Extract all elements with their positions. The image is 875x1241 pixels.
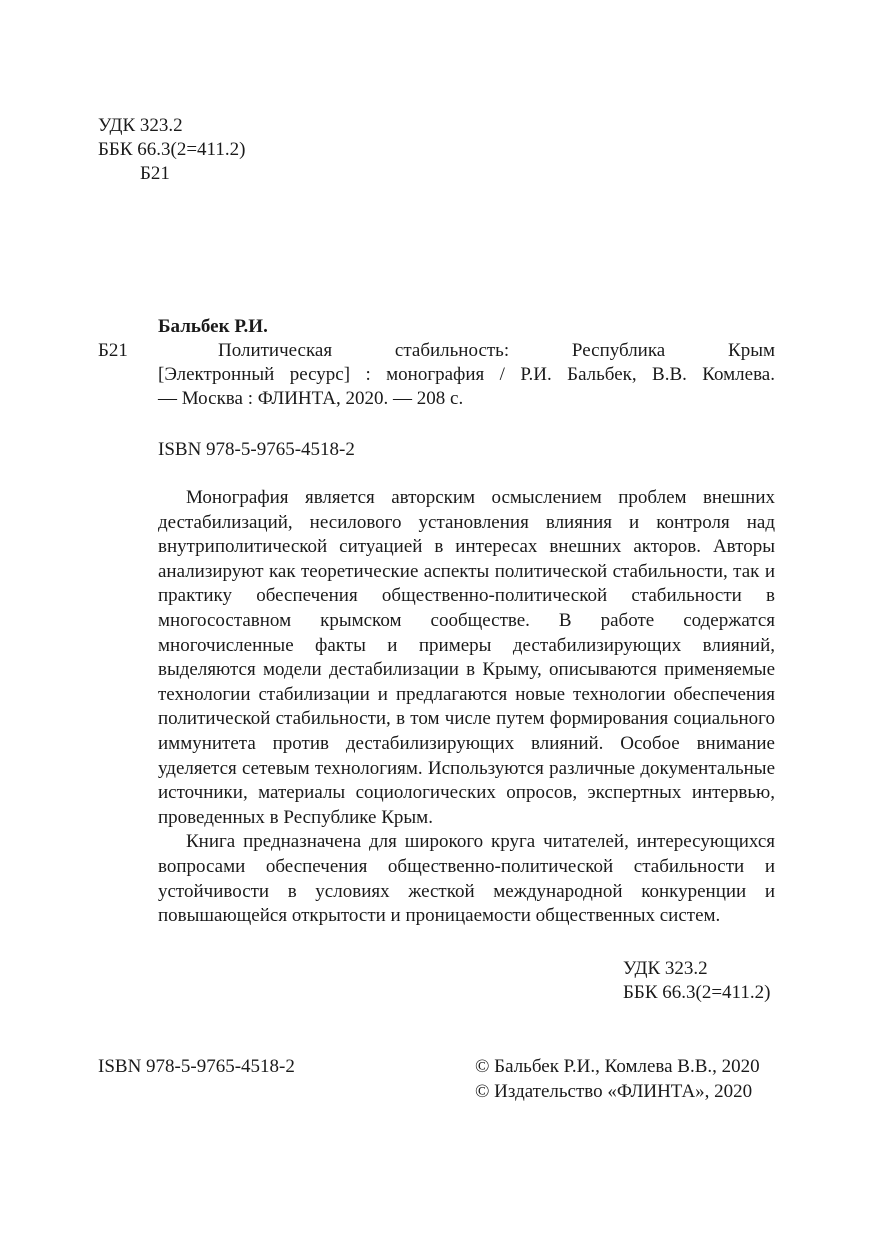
record-author: Бальбек Р.И. — [158, 316, 268, 337]
abstract-paragraph-1: Монография является авторским осмыслением проблем внешних дестабилизаций, несилового установления влияния и контроля над внутриполитической ситуацией в интересах внешних акторов. Авторы анализируют как теоретические аспекты политической стабильности, так и практику обеспечения общественно-политической стабильности в многосоставном крымском сообществе. В работе содержатся многочисленные факты и примеры дестабилизирующих влияний, выделяются модели дестабилизации в Крыму, описываются применяемые технологии стабилизации и предлагаются новые технологии обеспечения политической стабильности, в том числе путем формирования социального иммунитета против дестабилизирующих влияний. Особое внимание уделяется сетевым технологиям. Используются различные документальные источники, материалы социологических опросов, экспертных интервью, проведенных в Республике Крым. — [158, 487, 775, 828]
classification-udk: УДК 323.2 — [623, 958, 708, 979]
footer-copyright-publisher: © Издательство «ФЛИНТА», 2020 — [475, 1081, 753, 1102]
abstract-paragraph-2: Книга предназначена для широкого круга читателей, интересующихся вопросами обеспечения общественно-политической стабильности и устойчивости в условиях жесткой международной конкуренции и повышающейся открытости и проницаемости общественных систем. — [158, 831, 775, 927]
record-title-line-3: — Москва : ФЛИНТА, 2020. — 208 с. — [158, 388, 464, 409]
abstract — [158, 486, 775, 929]
record-title-line-1: Политическая стабильность: Республика Крым — [218, 340, 775, 361]
footer-isbn: ISBN 978-5-9765-4518-2 — [98, 1056, 295, 1077]
record-side-code: Б21 — [98, 340, 128, 361]
record-title-line-2: [Электронный ресурс] : монография / Р.И. Бальбек, В.В. Комлева. — [158, 364, 775, 385]
classification-bbk: ББК 66.3(2=411.2) — [623, 982, 771, 1003]
header-author-code: Б21 — [140, 163, 170, 184]
footer-copyright-authors: © Бальбек Р.И., Комлева В.В., 2020 — [475, 1056, 760, 1077]
record-isbn: ISBN 978-5-9765-4518-2 — [158, 439, 355, 460]
header-bbk: ББК 66.3(2=411.2) — [98, 139, 246, 160]
header-udk: УДК 323.2 — [98, 115, 183, 136]
